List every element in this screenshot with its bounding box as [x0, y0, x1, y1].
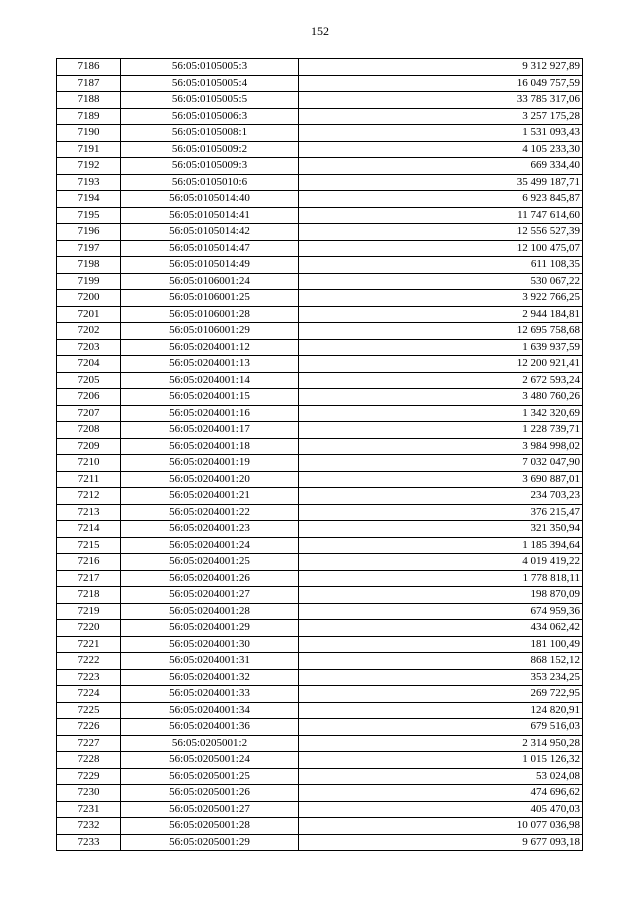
- cadastral-number-cell: 56:05:0204001:19: [121, 455, 299, 472]
- row-number-cell: 7217: [57, 570, 121, 587]
- row-number-cell: 7193: [57, 174, 121, 191]
- table-row: [57, 471, 583, 488]
- cadastral-number-cell: 56:05:0204001:16: [121, 405, 299, 422]
- cadastral-number-cell: 56:05:0105014:42: [121, 224, 299, 241]
- cadastral-value-cell: 6 923 845,87: [299, 191, 583, 208]
- row-number-cell: 7198: [57, 257, 121, 274]
- cadastral-number-cell: 56:05:0106001:28: [121, 306, 299, 323]
- row-number-cell: 7188: [57, 92, 121, 109]
- cadastral-value-cell: 33 785 317,06: [299, 92, 583, 109]
- row-number-cell: 7189: [57, 108, 121, 125]
- table-row: [57, 834, 583, 851]
- cadastral-number-cell: 56:05:0204001:13: [121, 356, 299, 373]
- table-body: [57, 59, 583, 851]
- row-number-cell: 7203: [57, 339, 121, 356]
- cadastral-value-cell: 474 696,62: [299, 785, 583, 802]
- row-number-cell: 7221: [57, 636, 121, 653]
- cadastral-number-cell: 56:05:0205001:25: [121, 768, 299, 785]
- row-number-cell: 7186: [57, 59, 121, 76]
- cadastral-value-cell: 12 100 475,07: [299, 240, 583, 257]
- cadastral-number-cell: 56:05:0105006:3: [121, 108, 299, 125]
- cadastral-value-cell: 10 077 036,98: [299, 818, 583, 835]
- table-row: [57, 240, 583, 257]
- cadastral-number-cell: 56:05:0106001:29: [121, 323, 299, 340]
- cadastral-value-cell: 9 677 093,18: [299, 834, 583, 851]
- row-number-cell: 7190: [57, 125, 121, 142]
- row-number-cell: 7214: [57, 521, 121, 538]
- table-row: [57, 207, 583, 224]
- cadastral-number-cell: 56:05:0204001:23: [121, 521, 299, 538]
- cadastral-number-cell: 56:05:0205001:28: [121, 818, 299, 835]
- cadastral-value-cell: 3 480 760,26: [299, 389, 583, 406]
- table-row: [57, 356, 583, 373]
- table-row: [57, 273, 583, 290]
- cadastral-number-cell: 56:05:0105009:3: [121, 158, 299, 175]
- cadastral-number-cell: 56:05:0205001:26: [121, 785, 299, 802]
- cadastral-value-cell: 679 516,03: [299, 719, 583, 736]
- cadastral-number-cell: 56:05:0105014:41: [121, 207, 299, 224]
- row-number-cell: 7225: [57, 702, 121, 719]
- row-number-cell: 7212: [57, 488, 121, 505]
- table-row: [57, 570, 583, 587]
- cadastral-number-cell: 56:05:0105014:47: [121, 240, 299, 257]
- cadastral-value-cell: 434 062,42: [299, 620, 583, 637]
- cadastral-value-cell: 669 334,40: [299, 158, 583, 175]
- cadastral-value-cell: 321 350,94: [299, 521, 583, 538]
- row-number-cell: 7201: [57, 306, 121, 323]
- cadastral-value-cell: 234 703,23: [299, 488, 583, 505]
- row-number-cell: 7213: [57, 504, 121, 521]
- row-number-cell: 7232: [57, 818, 121, 835]
- table-row: [57, 686, 583, 703]
- table-row: [57, 174, 583, 191]
- table-row: [57, 818, 583, 835]
- cadastral-value-cell: 1 778 818,11: [299, 570, 583, 587]
- cadastral-number-cell: 56:05:0204001:22: [121, 504, 299, 521]
- table-row: [57, 224, 583, 241]
- row-number-cell: 7228: [57, 752, 121, 769]
- cadastral-number-cell: 56:05:0205001:29: [121, 834, 299, 851]
- cadastral-number-cell: 56:05:0106001:25: [121, 290, 299, 307]
- cadastral-value-cell: 12 556 527,39: [299, 224, 583, 241]
- cadastral-number-cell: 56:05:0105014:49: [121, 257, 299, 274]
- cadastral-number-cell: 56:05:0205001:27: [121, 801, 299, 818]
- row-number-cell: 7218: [57, 587, 121, 604]
- row-number-cell: 7187: [57, 75, 121, 92]
- table-row: [57, 587, 583, 604]
- table-row: [57, 422, 583, 439]
- cadastral-number-cell: 56:05:0204001:20: [121, 471, 299, 488]
- cadastral-value-cell: 35 499 187,71: [299, 174, 583, 191]
- cadastral-number-cell: 56:05:0204001:29: [121, 620, 299, 637]
- cadastral-number-cell: 56:05:0204001:18: [121, 438, 299, 455]
- cadastral-value-cell: 405 470,03: [299, 801, 583, 818]
- table-row: [57, 801, 583, 818]
- cadastral-number-cell: 56:05:0204001:15: [121, 389, 299, 406]
- cadastral-value-cell: 353 234,25: [299, 669, 583, 686]
- table-row: [57, 537, 583, 554]
- cadastral-number-cell: 56:05:0105008:1: [121, 125, 299, 142]
- row-number-cell: 7197: [57, 240, 121, 257]
- cadastral-value-cell: 3 984 998,02: [299, 438, 583, 455]
- row-number-cell: 7223: [57, 669, 121, 686]
- cadastral-number-cell: 56:05:0204001:32: [121, 669, 299, 686]
- cadastral-value-cell: 53 024,08: [299, 768, 583, 785]
- cadastral-value-cell: 181 100,49: [299, 636, 583, 653]
- cadastral-number-cell: 56:05:0204001:24: [121, 537, 299, 554]
- table-row: [57, 405, 583, 422]
- cadastral-number-cell: 56:05:0204001:31: [121, 653, 299, 670]
- cadastral-number-cell: 56:05:0105005:3: [121, 59, 299, 76]
- cadastral-number-cell: 56:05:0204001:33: [121, 686, 299, 703]
- row-number-cell: 7204: [57, 356, 121, 373]
- row-number-cell: 7196: [57, 224, 121, 241]
- row-number-cell: 7224: [57, 686, 121, 703]
- table-row: [57, 108, 583, 125]
- row-number-cell: 7192: [57, 158, 121, 175]
- page-number: 152: [311, 24, 329, 38]
- row-number-cell: 7211: [57, 471, 121, 488]
- cadastral-value-cell: 2 944 184,81: [299, 306, 583, 323]
- cadastral-value-cell: 4 019 419,22: [299, 554, 583, 571]
- row-number-cell: 7206: [57, 389, 121, 406]
- row-number-cell: 7191: [57, 141, 121, 158]
- cadastral-number-cell: 56:05:0204001:12: [121, 339, 299, 356]
- table-row: [57, 768, 583, 785]
- cadastral-value-cell: 3 922 766,25: [299, 290, 583, 307]
- row-number-cell: 7220: [57, 620, 121, 637]
- cadastral-number-cell: 56:05:0204001:30: [121, 636, 299, 653]
- table-row: [57, 554, 583, 571]
- row-number-cell: 7231: [57, 801, 121, 818]
- row-number-cell: 7233: [57, 834, 121, 851]
- row-number-cell: 7216: [57, 554, 121, 571]
- row-number-cell: 7230: [57, 785, 121, 802]
- table-row: [57, 257, 583, 274]
- table-row: [57, 521, 583, 538]
- table-row: [57, 653, 583, 670]
- cadastral-number-cell: 56:05:0204001:14: [121, 372, 299, 389]
- cadastral-value-cell: 1 639 937,59: [299, 339, 583, 356]
- cadastral-value-cell: 9 312 927,89: [299, 59, 583, 76]
- row-number-cell: 7226: [57, 719, 121, 736]
- table-row: [57, 389, 583, 406]
- table-row: [57, 702, 583, 719]
- row-number-cell: 7222: [57, 653, 121, 670]
- table-row: [57, 488, 583, 505]
- row-number-cell: 7229: [57, 768, 121, 785]
- table-row: [57, 290, 583, 307]
- cadastral-number-cell: 56:05:0105009:2: [121, 141, 299, 158]
- row-number-cell: 7195: [57, 207, 121, 224]
- table-row: [57, 92, 583, 109]
- cadastral-number-cell: 56:05:0204001:27: [121, 587, 299, 604]
- table-row: [57, 306, 583, 323]
- cadastral-value-cell: 4 105 233,30: [299, 141, 583, 158]
- table-row: [57, 438, 583, 455]
- row-number-cell: 7219: [57, 603, 121, 620]
- cadastral-value-cell: 198 870,09: [299, 587, 583, 604]
- cadastral-value-cell: 1 531 093,43: [299, 125, 583, 142]
- cadastral-value-cell: 7 032 047,90: [299, 455, 583, 472]
- cadastral-value-cell: 12 200 921,41: [299, 356, 583, 373]
- table-row: [57, 372, 583, 389]
- cadastral-number-cell: 56:05:0105005:4: [121, 75, 299, 92]
- row-number-cell: 7199: [57, 273, 121, 290]
- row-number-cell: 7200: [57, 290, 121, 307]
- cadastral-number-cell: 56:05:0105014:40: [121, 191, 299, 208]
- row-number-cell: 7194: [57, 191, 121, 208]
- table-row: [57, 323, 583, 340]
- cadastral-value-cell: 16 049 757,59: [299, 75, 583, 92]
- cadastral-value-cell: 2 314 950,28: [299, 735, 583, 752]
- row-number-cell: 7215: [57, 537, 121, 554]
- cadastral-number-cell: 56:05:0204001:26: [121, 570, 299, 587]
- table-row: [57, 191, 583, 208]
- table-row: [57, 125, 583, 142]
- row-number-cell: 7210: [57, 455, 121, 472]
- cadastral-value-cell: 2 672 593,24: [299, 372, 583, 389]
- table-row: [57, 603, 583, 620]
- cadastral-value-cell: 3 257 175,28: [299, 108, 583, 125]
- table-row: [57, 719, 583, 736]
- cadastral-number-cell: 56:05:0205001:2: [121, 735, 299, 752]
- table-row: [57, 59, 583, 76]
- cadastral-value-cell: 1 015 126,32: [299, 752, 583, 769]
- cadastral-number-cell: 56:05:0204001:25: [121, 554, 299, 571]
- table-row: [57, 455, 583, 472]
- table-row: [57, 636, 583, 653]
- cadastral-number-cell: 56:05:0105005:5: [121, 92, 299, 109]
- cadastral-value-table: [56, 58, 583, 851]
- cadastral-value-cell: 124 820,91: [299, 702, 583, 719]
- cadastral-number-cell: 56:05:0204001:36: [121, 719, 299, 736]
- row-number-cell: 7207: [57, 405, 121, 422]
- cadastral-value-cell: 611 108,35: [299, 257, 583, 274]
- cadastral-value-cell: 269 722,95: [299, 686, 583, 703]
- cadastral-value-cell: 1 185 394,64: [299, 537, 583, 554]
- cadastral-value-cell: 1 228 739,71: [299, 422, 583, 439]
- cadastral-value-cell: 1 342 320,69: [299, 405, 583, 422]
- cadastral-value-cell: 530 067,22: [299, 273, 583, 290]
- table-row: [57, 75, 583, 92]
- table-row: [57, 141, 583, 158]
- row-number-cell: 7227: [57, 735, 121, 752]
- cadastral-number-cell: 56:05:0204001:28: [121, 603, 299, 620]
- table-row: [57, 669, 583, 686]
- table-row: [57, 339, 583, 356]
- table-row: [57, 735, 583, 752]
- cadastral-number-cell: 56:05:0205001:24: [121, 752, 299, 769]
- cadastral-number-cell: 56:05:0204001:34: [121, 702, 299, 719]
- table-row: [57, 785, 583, 802]
- table-row: [57, 752, 583, 769]
- row-number-cell: 7202: [57, 323, 121, 340]
- cadastral-number-cell: 56:05:0105010:6: [121, 174, 299, 191]
- cadastral-value-cell: 12 695 758,68: [299, 323, 583, 340]
- table-row: [57, 620, 583, 637]
- cadastral-number-cell: 56:05:0204001:21: [121, 488, 299, 505]
- row-number-cell: 7209: [57, 438, 121, 455]
- cadastral-value-cell: 868 152,12: [299, 653, 583, 670]
- cadastral-value-cell: 376 215,47: [299, 504, 583, 521]
- cadastral-number-cell: 56:05:0204001:17: [121, 422, 299, 439]
- cadastral-value-cell: 3 690 887,01: [299, 471, 583, 488]
- cadastral-value-cell: 674 959,36: [299, 603, 583, 620]
- table-row: [57, 158, 583, 175]
- row-number-cell: 7205: [57, 372, 121, 389]
- row-number-cell: 7208: [57, 422, 121, 439]
- cadastral-value-cell: 11 747 614,60: [299, 207, 583, 224]
- table-row: [57, 504, 583, 521]
- cadastral-number-cell: 56:05:0106001:24: [121, 273, 299, 290]
